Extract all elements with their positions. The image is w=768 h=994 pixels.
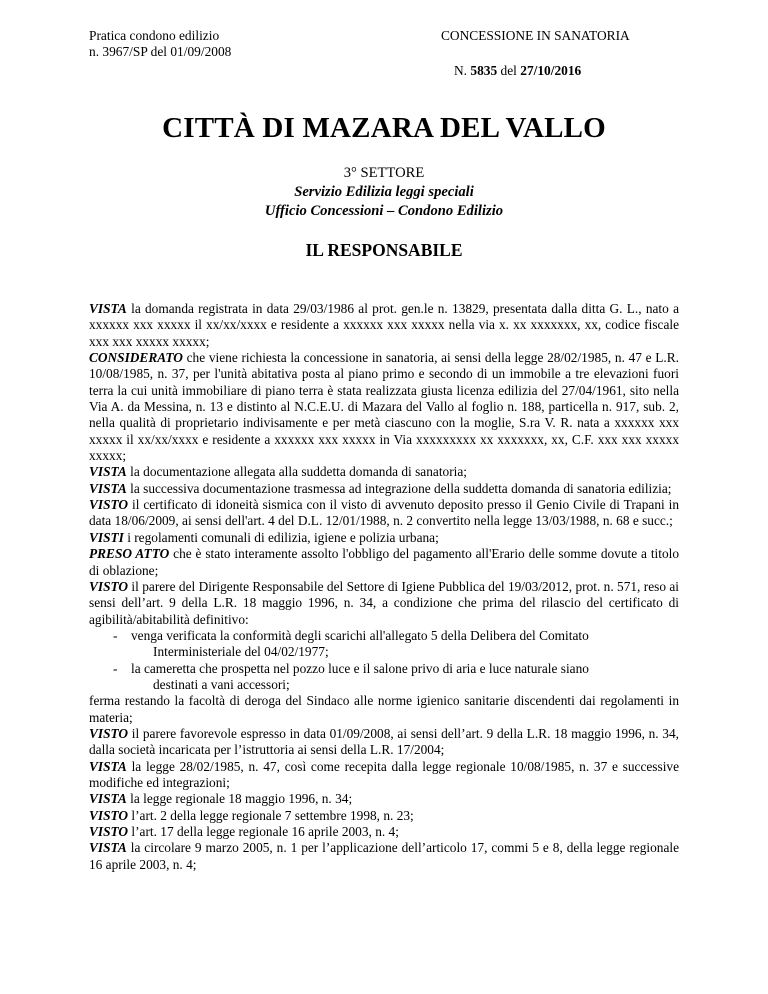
- paragraph-text: che è stato interamente assolto l'obbligo del pagamento all'Erario delle somme dovute a titolo di oblazione;: [89, 546, 679, 578]
- pratica-line-1: Pratica condono edilizio: [89, 28, 220, 43]
- condition-continuation: destinati a vani accessori;: [153, 676, 290, 692]
- paragraph: [89, 726, 679, 759]
- number-prefix: N.: [454, 63, 468, 78]
- paragraph-text: l’art. 2 della legge regionale 7 settembre 1998, n. 23;: [128, 807, 414, 823]
- paragraph-keyword: VISTO: [89, 578, 129, 594]
- office-name: Ufficio Concessioni – Condono Edilizio: [264, 203, 504, 219]
- paragraph-text: la documentazione allegata alla suddetta domanda di sanatoria;: [126, 464, 467, 480]
- sector-name: 3° SETTORE: [343, 165, 425, 181]
- concession-number: [454, 63, 581, 79]
- paragraph-keyword: VISTA: [89, 480, 127, 496]
- number-date: 27/10/2016: [520, 63, 582, 78]
- pratica-reference: [89, 28, 231, 60]
- condition-first-line: la cameretta che prospetta nel pozzo luce e il salone privo di aria e luce naturale siano: [131, 660, 589, 676]
- paragraph-keyword: PRESO ATTO: [89, 546, 170, 562]
- paragraph-keyword: VISTO: [89, 807, 129, 823]
- condition-item: [89, 628, 679, 661]
- responsible-heading: IL RESPONSABILE: [305, 240, 463, 260]
- paragraph-keyword: VISTA: [89, 301, 127, 316]
- paragraph-text: la circolare 9 marzo 2005, n. 1 per l’applicazione dell’articolo 17, commi 5 e 8, della legge regionale 16 aprile 2003, n. 4;: [89, 840, 679, 872]
- paragraph-keyword: VISTA: [89, 758, 127, 774]
- paragraph: [89, 579, 679, 628]
- condition-dash: -: [113, 660, 118, 676]
- sector-block: [0, 164, 768, 221]
- paragraph-text: il parere del Dirigente Responsabile del Settore di Igiene Pubblica del 19/03/2012, prot. n. 571, reso ai sensi dell’art. 9 della L.R. 18 maggio 1996, n. 34, a condizione che prima del rilascio del certificato di agibilità/abitabilità definitivo:: [89, 578, 679, 627]
- paragraph-keyword: VISTO: [89, 497, 129, 513]
- paragraph: [89, 530, 679, 546]
- paragraph-text: il parere favorevole espresso in data 01/09/2008, ai sensi dell’art. 9 della L.R. 18 maggio 1996, n. 34, dalla società incaricata per l’istruttoria ai sensi della L.R. 17/2004;: [89, 725, 679, 758]
- paragraph-text: la domanda registrata in data 29/03/1986 al prot. gen.le n. 13829, presentata dalla ditta G. L., nato a xxxxxx xxx xxxxx il xx/xx/xxxx e residente a xxxxxx xxx xxxxx nella via x. xx xxxxxxx, xx, codice fiscale xxx xxx xxxxx xxxxx;: [89, 301, 679, 349]
- paragraph: [89, 791, 679, 807]
- condition-first-line: venga verificata la conformità degli scarichi all'allegato 5 della Delibera del Comitato: [131, 627, 589, 643]
- paragraph-keyword: VISTO: [89, 824, 129, 839]
- number-value: 5835: [470, 63, 498, 78]
- paragraph: [89, 301, 679, 350]
- paragraph: [89, 824, 679, 840]
- paragraph-keyword: VISTA: [89, 840, 127, 856]
- paragraph-keyword: VISTA: [89, 791, 127, 807]
- pratica-line-2: n. 3967/SP del 01/09/2008: [89, 44, 232, 59]
- paragraph: [89, 808, 679, 824]
- condition-item: [89, 661, 679, 694]
- paragraph-text: la legge 28/02/1985, n. 47, così come recepita dalla legge regionale 10/08/1985, n. 37 e successive modifiche ed integrazioni;: [89, 758, 679, 790]
- document-body: [89, 301, 679, 873]
- ferma-restando-text: ferma restando la facoltà di deroga del Sindaco alle norme igienico sanitarie discendenti dai regolamenti in materia;: [89, 693, 679, 725]
- paragraph-text: l’art. 17 della legge regionale 16 aprile 2003, n. 4;: [128, 824, 399, 839]
- paragraph-keyword: VISTO: [89, 725, 129, 741]
- paragraph-text: la legge regionale 18 maggio 1996, n. 34;: [126, 791, 353, 807]
- service-name: Servizio Edilizia leggi speciali: [294, 184, 474, 200]
- paragraph: [89, 546, 679, 579]
- paragraph: [89, 464, 679, 480]
- paragraph: [89, 350, 679, 464]
- paragraph-text: il certificato di idoneità sismica con il visto di avvenuto deposito presso il Genio Civile di Trapani in data 18/06/2009, ai sensi dell'art. 4 del D.L. 12/01/1988, n. 2 convertito nella legge 13/03/1988, n. 68 e succ.;: [89, 497, 679, 529]
- paragraph-keyword: CONSIDERATO: [89, 350, 183, 366]
- paragraph-text: che viene richiesta la concessione in sanatoria, ai sensi della legge 28/02/1985, n. 47 e L.R. 10/08/1985, n. 37, per l'unità abitativa posta al piano primo e secondo di un immobile a tre elevazioni fuori terra la cui unità immobiliare di piano terra è stata realizzata giusta licenza edilizia del 27/04/1961, sito nella Via A. da Messina, n. 13 e distinto al N.C.E.U. di Mazara del Vallo al foglio n. 188, particella n. 917, sub. 2, nella qualità di proprietario indivisamente e per metà ciascuno con la moglie, S.ra V. R. nata a xxxxxx xxx xxxxx il xx/xx/xxxx e residente a xxxxxx xxx xxxxx in Via xxxxxxxxx xx xxxxxxx, xx, C.F. xxx xxx xxxxx xxxxx;: [89, 350, 679, 464]
- paragraph-keyword: VISTI: [89, 529, 124, 545]
- document-type: CONCESSIONE IN SANATORIA: [441, 28, 630, 43]
- paragraph-text: i regolamenti comunali di edilizia, igiene e polizia urbana;: [123, 529, 439, 545]
- city-title: CITTÀ DI MAZARA DEL VALLO: [162, 112, 606, 144]
- condition-dash: -: [113, 627, 118, 643]
- paragraph: [89, 497, 679, 530]
- paragraph-keyword: VISTA: [89, 464, 127, 480]
- number-del: del: [500, 63, 517, 78]
- paragraph-text: la successiva documentazione trasmessa ad integrazione della suddetta domanda di sanatoria edilizia;: [126, 480, 672, 496]
- condition-continuation: Interministeriale del 04/02/1977;: [153, 644, 329, 660]
- paragraph: [89, 759, 679, 792]
- paragraph: [89, 840, 679, 873]
- paragraph: [89, 481, 679, 497]
